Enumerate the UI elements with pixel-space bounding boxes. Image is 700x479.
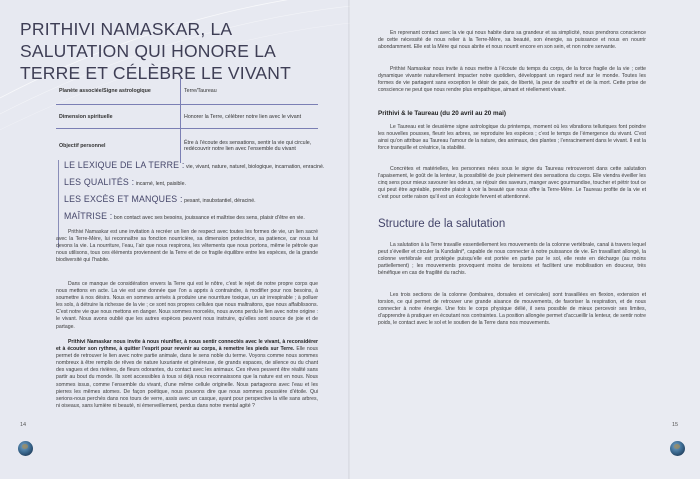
page-number: 15 (672, 422, 679, 428)
lexicon-heading: LES QUALITÉS : (64, 177, 135, 187)
earth-globe-icon (670, 441, 685, 456)
table-row (56, 78, 318, 105)
table-row (56, 129, 318, 164)
lexicon-text: incarné, lent, paisible. (134, 181, 186, 187)
earth-globe-icon (18, 441, 33, 456)
lexicon-line (64, 177, 350, 187)
page-number: 14 (20, 422, 27, 428)
table-label: Objectif personnel (59, 143, 106, 149)
paragraph: Prithivi Namaskar nous invite à nous mettre à l’écoute du temps du corps, de la force fragile de la vie ; cette dynamique vivante naturellement impacter notre quotidien, développant un regard neuf sur le monde. Toutes les formes de vie partagent sans exception le désir de paix, de liberté, la peur de souffrir et de la mort. Cette prise de conscience ne peut que nous rendre plus empathique, aimant et réellement vivant. (378, 66, 646, 94)
lexicon-line (64, 194, 350, 204)
page-title: PRITHIVI NAMASKAR, LA SALUTATION QUI HONORE LA TERRE ET CÉLÈBRE LE VIVANT (20, 19, 292, 83)
lexicon-text: vie, vivant, nature, naturel, biologique, incarnation, enraciné. (184, 164, 325, 170)
info-table (56, 78, 318, 163)
lexicon-text: bon contact avec ses besoins, jouissance et maîtrise des sens, plaisir d’être en vie. (112, 215, 305, 221)
table-label: Planète associée/Signe astrologique (59, 88, 151, 94)
lexicon-heading: MAÎTRISE : (64, 211, 113, 221)
section-subtitle: Prithivi & le Taureau (du 20 avril au 20 mai) (378, 110, 506, 117)
table-value: Honorer la Terre, célébrer notre lien avec le vivant (181, 105, 319, 129)
paragraph: La salutation à la Terre travaille essentiellement les mouvements de la colonne vertébrale, canal à travers lequel peut s’éveiller et circuler la Kundalini*, capable de nous connecter à notre puissance de vie. En travaillant allongé, la colonne vertébrale est protégée puisqu’elle est portée en partie par le sol, elle reste en décharge (au moins partiellement) ; les mouvements provoquent moins de tensions et facilitent une mobilisation en douceur, très bénéfique en cas de fragilité du rachis. (378, 242, 646, 277)
paragraph: Concrètes et matérielles, les personnes nées sous le signe du Taureau retrouveront dans cette salutation l’apaisement, le goût de la lenteur, la possibilité de jouir pleinement des sensations du corps. Elle viendra éveiller les cinq sens pour mieux savourer les odeurs, se réjouir des saveurs, manger avec gourmandise, toucher et pétrir tout ce qui peut être agréable, prendre plaisir à voir la beauté que nous offre la Terre-Mère. Le Taureau profite de la vie et c’est pour cette raison qu’il est un écologiste fervent et attentionné. (378, 166, 646, 201)
paragraph: En reprenant contact avec la vie qui nous habite dans sa grandeur et sa simplicité, nous prendrons conscience de cette nécessité de nous relier à la Terre-Mère, sa beauté, son énergie, sa puissance et nous en nourrir abondamment. Elle est la Mère qui nous abrite et nous nourrit encore en son sein, et non notre servante. (378, 30, 646, 51)
lexicon-heading: LE LEXIQUE DE LA TERRE : (64, 160, 185, 170)
paragraph: Le Taureau est le deuxième signe astrologique du printemps, moment où les vibrations telluriques font poindre les nouvelles pousses, fleurir les arbres, se reproduire les espèces ; c’est le temps de l’émergence du vivant. C’est ainsi qu’on attribue au Taureau l’amour de la nature, des animaux, des plantes ; l’enracinement dans le vivant. Il est la force tranquille et créatrice, la stabilité. (378, 124, 646, 152)
right-page (350, 0, 700, 479)
paragraph: Dans ce manque de considération envers la Terre qui est le nôtre, c’est le rejet de notre propre corps que nous mettons en acte. La vie est une donnée que l’on a appris à contraindre, à modifier pour nos besoins, à soumettre à nos désirs. Nous en sommes arrivés à produire une nourriture toxique, un air irrespirable ; à polluer les sols, à détruire la richesse de la vie ; ce sont nos propres cellules que nous maltraitons, que nous affaiblissons. C’est notre vie que nous mettons en danger. Nous sommes morcelés, nous avons perdu le lien avec notre origine : le vivant. Nous avons oublié que les autres espèces peuvent nous instruire, qu’elles sont source de joie et de partage. (56, 281, 318, 330)
table-label: Dimension spirituelle (59, 113, 113, 120)
paragraph: Prithivi Namaskar est une invitation à recréer un lien de respect avec toutes les formes de vie, un lien sacré avec la Terre-Mère, lui reconnaître sa fonction nourricière, sa dimension protectrice, sa patience, car nous lui devons la vie. La nourriture, l’eau, l’air que nous respirons, les vêtements que nous portons, même le pétrole que nous utilisons, tous ces éléments proviennent de la Terre et de ce fragile équilibre entre les espèces, de la grande biodiversité qui l’habite. (56, 229, 318, 264)
lexicon-line (64, 160, 350, 170)
lexicon-line (64, 211, 350, 221)
lexicon-text: pesant, insubstantiel, déraciné. (182, 198, 256, 204)
paragraph: Les trois sections de la colonne (lombaires, dorsales et cervicales) sont travaillées en flexion, extension et torsion, ce qui permet de retrouver une grande aisance de mouvements, de favoriser la respiration, et de nous connecter à notre énergie. Une fois le corps physique délié, il sera possible de mieux percevoir ses limites, d’apprendre à pratiquer en écoutant nos contraintes. La position allongée permet d’accueillir la lenteur, de sentir notre poids, le contact avec le sol et le soutien de la Terre dans nos mouvements. (378, 292, 646, 327)
lexicon-heading: LES EXCÈS ET MANQUES : (64, 194, 183, 204)
section-heading: Structure de la salutation (378, 218, 506, 230)
paragraph: Prithivi Namaskar nous invite à nous réunifier, à nous sentir connectés avec le vivant, à reconsidérer et à écouter son rythme, à quitter l’esprit pour revenir au corps, à remettre les pieds sur Terre. Elle nous permet de retrouver le lien avec notre partie animale, dans le sens noble du terme. Voyons comme nous sommes nombreux à être remplis de rêves de nature luxuriante et généreuse, de grands espaces, de silence ou du chant des vagues et des rivières, de fleurs odorantes, du contact avec les animaux. Ces rêves peuvent être réalité sans partir au bout du monde. Ils sont accessibles à tous si déjà nous reconnaissons que la nature est en nous. Nous sommes issus, comme l’ensemble du vivant, d’une même cellule originelle. Nous partageons avec l’eau et les pierres les mêmes atomes. De façon poétique, nous pouvons dire que nous sommes poussière d’étoile. Qui serions-nous perchés dans nos tours de verre, assis avec un casque, ayant pour perspective la ville sans arbres, ni oiseaux, sans lumière ni beauté, ni émerveillement, perdus dans notre mental agité ? (56, 339, 318, 409)
table-row (56, 105, 318, 129)
table-value: Terre/Taureau (181, 78, 319, 105)
table-value: Être à l’écoute des sensations, sentir la vie qui circule, redécouvrir notre lien avec l’ensemble du vivant (181, 129, 319, 164)
